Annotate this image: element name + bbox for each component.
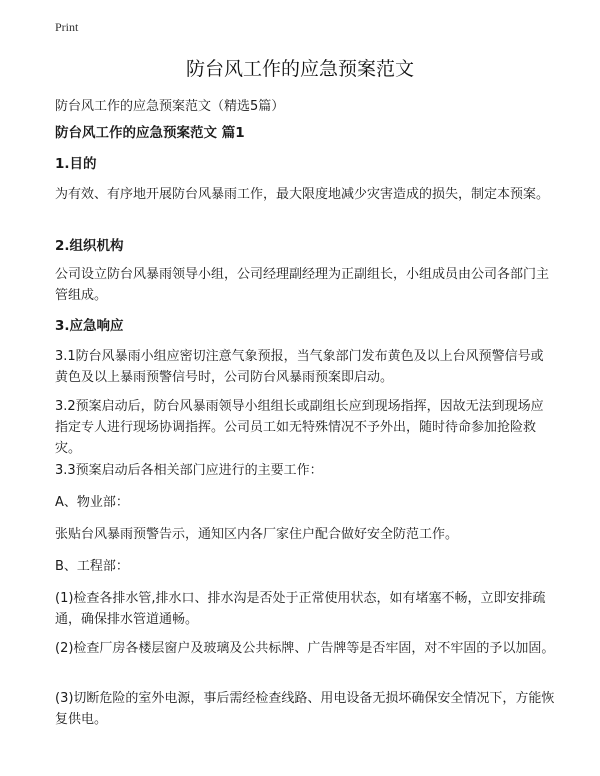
para-property-dept: A、物业部：	[55, 495, 129, 510]
heading-purpose: 1.目的	[55, 156, 97, 172]
document-subtitle: 防台风工作的应急预案范文（精选5篇）	[55, 99, 285, 114]
section-title: 防台风工作的应急预案范文 篇1	[55, 125, 245, 141]
print-label: Print	[55, 20, 79, 34]
para-3-3: 3.3预案启动后各相关部门应进行的主要工作：	[55, 463, 323, 478]
para-organization: 公司设立防台风暴雨领导小组，公司经理副经理为正副组长，小组成员由公司各部门主管组成。	[55, 267, 550, 303]
para-engineering-3: (3)切断危险的室外电源，事后需经检查线路、用电设备无损坏确保安全情况下，方能恢复供电。	[55, 691, 555, 727]
heading-response: 3.应急响应	[55, 318, 124, 334]
para-engineering-dept: B、工程部：	[55, 559, 129, 574]
para-3-1: 3.1防台风暴雨小组应密切注意气象预报，当气象部门发布黄色及以上台风预警信号或黄色及以上暴雨预警信号时，公司防台风暴雨预案即启动。	[55, 349, 544, 385]
para-purpose: 为有效、有序地开展防台风暴雨工作，最大限度地减少灾害造成的损失，制定本预案。	[55, 187, 550, 202]
para-3-2: 3.2预案启动后，防台风暴雨领导小组组长或副组长应到现场指挥，因故无法到现场应指定专人进行现场协调指挥。公司员工如无特殊情况不予外出，随时待命参加抢险救灾。	[55, 399, 544, 456]
heading-organization: 2.组织机构	[55, 238, 124, 254]
para-engineering-2: (2)检查厂房各楼层窗户及玻璃及公共标牌、广告牌等是否牢固，对不牢固的予以加固。	[55, 641, 555, 656]
document-title: 防台风工作的应急预案范文	[185, 58, 414, 80]
para-engineering-1: (1)检查各排水管,排水口、排水沟是否处于正常使用状态，如有堵塞不畅，立即安排疏通，确保排水管道通畅。	[55, 591, 546, 627]
para-property-duty: 张贴台风暴雨预警告示，通知区内各厂家住户配合做好安全防范工作。	[55, 527, 459, 542]
